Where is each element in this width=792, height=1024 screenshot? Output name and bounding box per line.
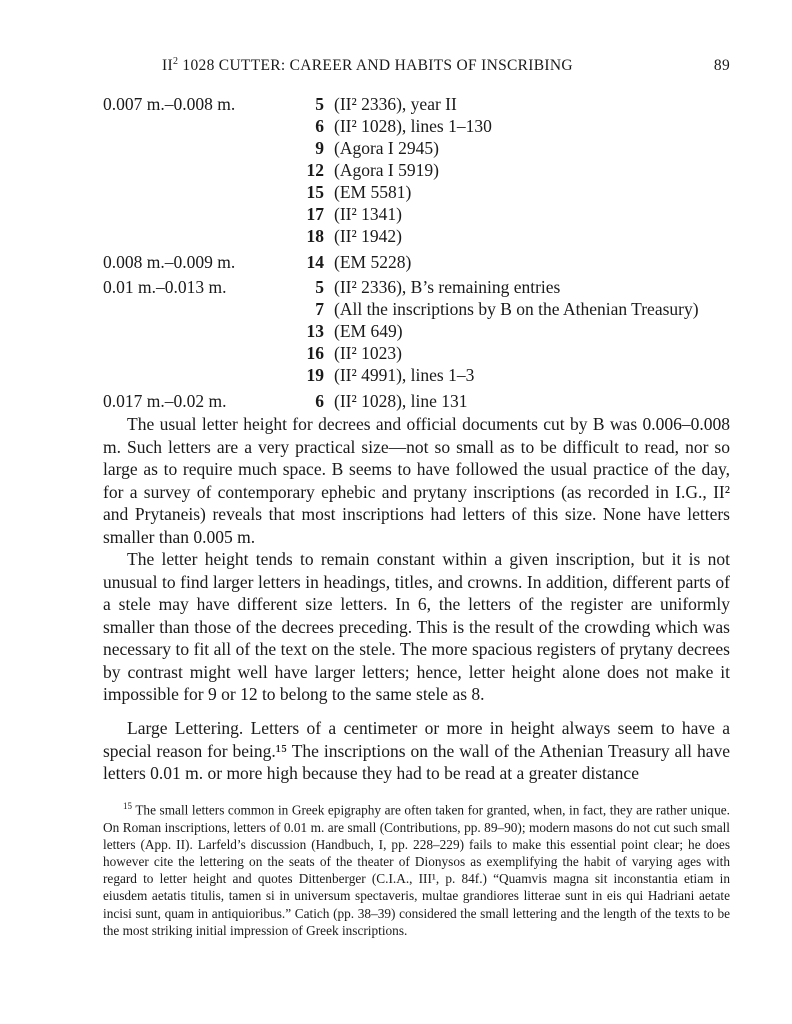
table-row xyxy=(103,159,743,181)
inscription-reference: (II² 1341) xyxy=(334,204,402,224)
height-range: 0.008 m.–0.009 m. xyxy=(103,251,236,272)
table-row xyxy=(103,390,743,412)
table-row xyxy=(103,137,743,159)
title-superscript: 2 xyxy=(172,55,179,67)
inscription-reference: (EM 5228) xyxy=(334,251,412,272)
table-row xyxy=(103,225,743,247)
inscription-number: 18 xyxy=(306,226,324,246)
inscription-number: 17 xyxy=(306,204,324,224)
inscription-reference: (All the inscriptions by B on the Athenian Treasury) xyxy=(334,299,699,319)
inscription-reference: (Agora I 5919) xyxy=(334,160,439,180)
table-row xyxy=(103,364,743,386)
inscription-number: 6 xyxy=(315,116,324,136)
inscription-reference: (II² 1028), line 131 xyxy=(334,390,468,411)
letter-height-table xyxy=(103,93,743,412)
table-row xyxy=(103,115,743,137)
main-text xyxy=(103,413,730,706)
title-rest: 1028 CUTTER: CAREER AND HABITS OF INSCRIBING xyxy=(178,57,573,74)
paragraph-1: The usual letter height for decrees and official documents cut by B was 0.006–0.008 m. Such letters are a very practical size—not so small as to be difficult to read, nor so large as to require much space. B seems to have followed the usual practice of the day, for a survey of contemporary ephebic and prytany inscriptions (as recorded in I.G., II² and Prytaneis) reveals that most inscriptions had letters of this size. None have letters smaller than 0.005 m. xyxy=(103,414,730,547)
inscription-number: 15 xyxy=(306,182,324,202)
page-number: 89 xyxy=(713,57,730,74)
inscription-reference: (II² 1023) xyxy=(334,343,402,363)
footnote-marker: 15 xyxy=(123,801,132,811)
inscription-number: 5 xyxy=(315,94,324,114)
inscription-reference: (II² 4991), lines 1–3 xyxy=(334,365,475,385)
inscription-reference: (II² 1942) xyxy=(334,226,402,246)
running-title xyxy=(162,57,573,75)
inscription-number: 13 xyxy=(306,321,324,341)
inscription-number: 12 xyxy=(306,160,324,180)
table-row xyxy=(103,276,743,298)
table-row xyxy=(103,342,743,364)
table-row xyxy=(103,320,743,342)
inscription-reference: (II² 2336), year II xyxy=(334,94,457,114)
inscription-number: 7 xyxy=(315,299,324,319)
height-range: 0.007 m.–0.008 m. xyxy=(103,94,236,114)
footnote-text: The small letters common in Greek epigraphy are often taken for granted, when, in fact, they are rather unique. On Roman inscriptions, letters of 0.01 m. are small (Contributions, pp. 89–90); modern masons do not cut such small letters (App. II). Larfeld’s discussion (Handbuch, I, pp. 228–229) fails to make this essential point clear; he does however cite the lettering on the seats of the theater of Dionysos as exemplifying the habit of varying ages with regard to letter height and quotes Dittenberger (C.I.A., III¹, p. 84f.) “Quamvis magna sit inconstantia etiam in eiusdem aetatis titulis, tamen si in universum spectaveris, multae grandiores litterae sunt in eis qui Hadriani aetate incisi sunt, quam in antiquioribus.” Catich (pp. 38–39) considered the small lettering and the length of the texts to be the most striking initial impression of Greek inscriptions. xyxy=(103,802,730,938)
inscription-number: 16 xyxy=(306,343,324,363)
inscription-number: 14 xyxy=(306,251,324,272)
paragraph-2: The letter height tends to remain constant within a given inscription, but it is not unusual to find larger letters in headings, titles, and crowns. In addition, different parts of a stele may have different size letters. In 6, the letters of the register are uniformly smaller than those of the decrees preceding. This is the result of the crowding which was necessary to fit all of the text on the stele. The more spacious registers of prytany decrees by contrast might well have larger letters; hence, letter height alone does not make it impossible for 9 or 12 to belong to the same stele as 8. xyxy=(103,549,730,704)
inscription-number: 19 xyxy=(306,365,324,385)
table-row xyxy=(103,251,743,273)
footnote-15 xyxy=(103,798,730,939)
running-header xyxy=(100,57,740,77)
height-range: 0.01 m.–0.013 m. xyxy=(103,277,227,297)
inscription-reference: (II² 1028), lines 1–130 xyxy=(334,116,492,136)
inscription-reference: (Agora I 2945) xyxy=(334,138,439,158)
inscription-reference: (EM 649) xyxy=(334,321,403,341)
height-range: 0.017 m.–0.02 m. xyxy=(103,390,227,411)
inscription-number: 5 xyxy=(315,277,324,297)
title-prefix: II xyxy=(162,57,173,74)
table-row xyxy=(103,298,743,320)
table-row xyxy=(103,93,743,115)
table-row xyxy=(103,181,743,203)
inscription-number: 6 xyxy=(315,390,324,411)
paragraph-3: Large Lettering. Letters of a centimeter or more in height always seem to have a special reason for being.¹⁵ The inscriptions on the wall of the Athenian Treasury all have letters 0.01 m. or more high because they had to be read at a greater distance xyxy=(103,718,730,783)
table-row xyxy=(103,203,743,225)
section-text xyxy=(103,717,730,785)
inscription-number: 9 xyxy=(315,138,324,158)
inscription-reference: (II² 2336), B’s remaining entries xyxy=(334,277,561,297)
inscription-reference: (EM 5581) xyxy=(334,182,412,202)
